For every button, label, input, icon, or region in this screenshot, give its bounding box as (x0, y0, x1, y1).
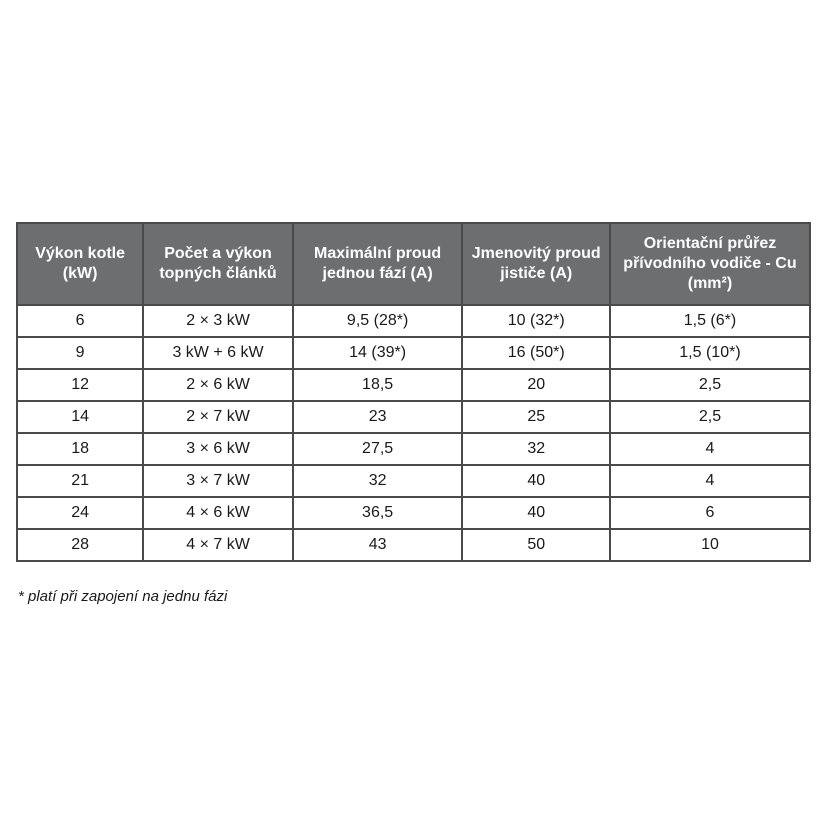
header-breaker-current: Jmenovitý proud jističe (A) (463, 224, 610, 304)
cell-heating-elements: 4 × 6 kW (144, 496, 294, 528)
table-row (18, 304, 809, 336)
header-row (18, 224, 809, 304)
cell-max-current: 9,5 (28*) (294, 304, 464, 336)
cell-wire-cross-section: 2,5 (611, 400, 809, 432)
power-table (16, 222, 811, 562)
cell-breaker-current: 20 (463, 368, 610, 400)
cell-max-current: 32 (294, 464, 464, 496)
cell-boiler-power: 18 (18, 432, 144, 464)
cell-boiler-power: 24 (18, 496, 144, 528)
cell-max-current: 23 (294, 400, 464, 432)
cell-max-current: 14 (39*) (294, 336, 464, 368)
table-row (18, 496, 809, 528)
cell-max-current: 18,5 (294, 368, 464, 400)
table-row (18, 432, 809, 464)
cell-boiler-power: 9 (18, 336, 144, 368)
header-boiler-power: Výkon kotle (kW) (18, 224, 144, 304)
cell-breaker-current: 40 (463, 496, 610, 528)
cell-heating-elements: 2 × 3 kW (144, 304, 294, 336)
cell-heating-elements: 3 × 7 kW (144, 464, 294, 496)
cell-wire-cross-section: 2,5 (611, 368, 809, 400)
cell-wire-cross-section: 1,5 (10*) (611, 336, 809, 368)
cell-breaker-current: 32 (463, 432, 610, 464)
cell-boiler-power: 6 (18, 304, 144, 336)
table-row (18, 528, 809, 560)
table-row (18, 400, 809, 432)
cell-max-current: 36,5 (294, 496, 464, 528)
table-row (18, 464, 809, 496)
cell-boiler-power: 14 (18, 400, 144, 432)
table-header (18, 224, 809, 304)
cell-heating-elements: 3 kW + 6 kW (144, 336, 294, 368)
cell-heating-elements: 4 × 7 kW (144, 528, 294, 560)
footnote: * platí při zapojení na jednu fázi (18, 588, 228, 605)
cell-max-current: 27,5 (294, 432, 464, 464)
cell-wire-cross-section: 10 (611, 528, 809, 560)
cell-breaker-current: 25 (463, 400, 610, 432)
header-wire-cross-section: Orientační průřez přívodního vodiče - Cu (mm²) (611, 224, 809, 304)
cell-max-current: 43 (294, 528, 464, 560)
header-max-current: Maximální proud jednou fází (A) (294, 224, 464, 304)
cell-heating-elements: 2 × 6 kW (144, 368, 294, 400)
table-row (18, 336, 809, 368)
cell-wire-cross-section: 4 (611, 432, 809, 464)
cell-breaker-current: 10 (32*) (463, 304, 610, 336)
cell-heating-elements: 2 × 7 kW (144, 400, 294, 432)
cell-breaker-current: 40 (463, 464, 610, 496)
cell-heating-elements: 3 × 6 kW (144, 432, 294, 464)
cell-breaker-current: 50 (463, 528, 610, 560)
cell-wire-cross-section: 1,5 (6*) (611, 304, 809, 336)
table-body (18, 304, 809, 560)
cell-boiler-power: 28 (18, 528, 144, 560)
power-table-container (16, 222, 811, 562)
cell-boiler-power: 21 (18, 464, 144, 496)
cell-wire-cross-section: 4 (611, 464, 809, 496)
table-row (18, 368, 809, 400)
cell-breaker-current: 16 (50*) (463, 336, 610, 368)
cell-boiler-power: 12 (18, 368, 144, 400)
header-heating-elements: Počet a výkon topných článků (144, 224, 294, 304)
cell-wire-cross-section: 6 (611, 496, 809, 528)
